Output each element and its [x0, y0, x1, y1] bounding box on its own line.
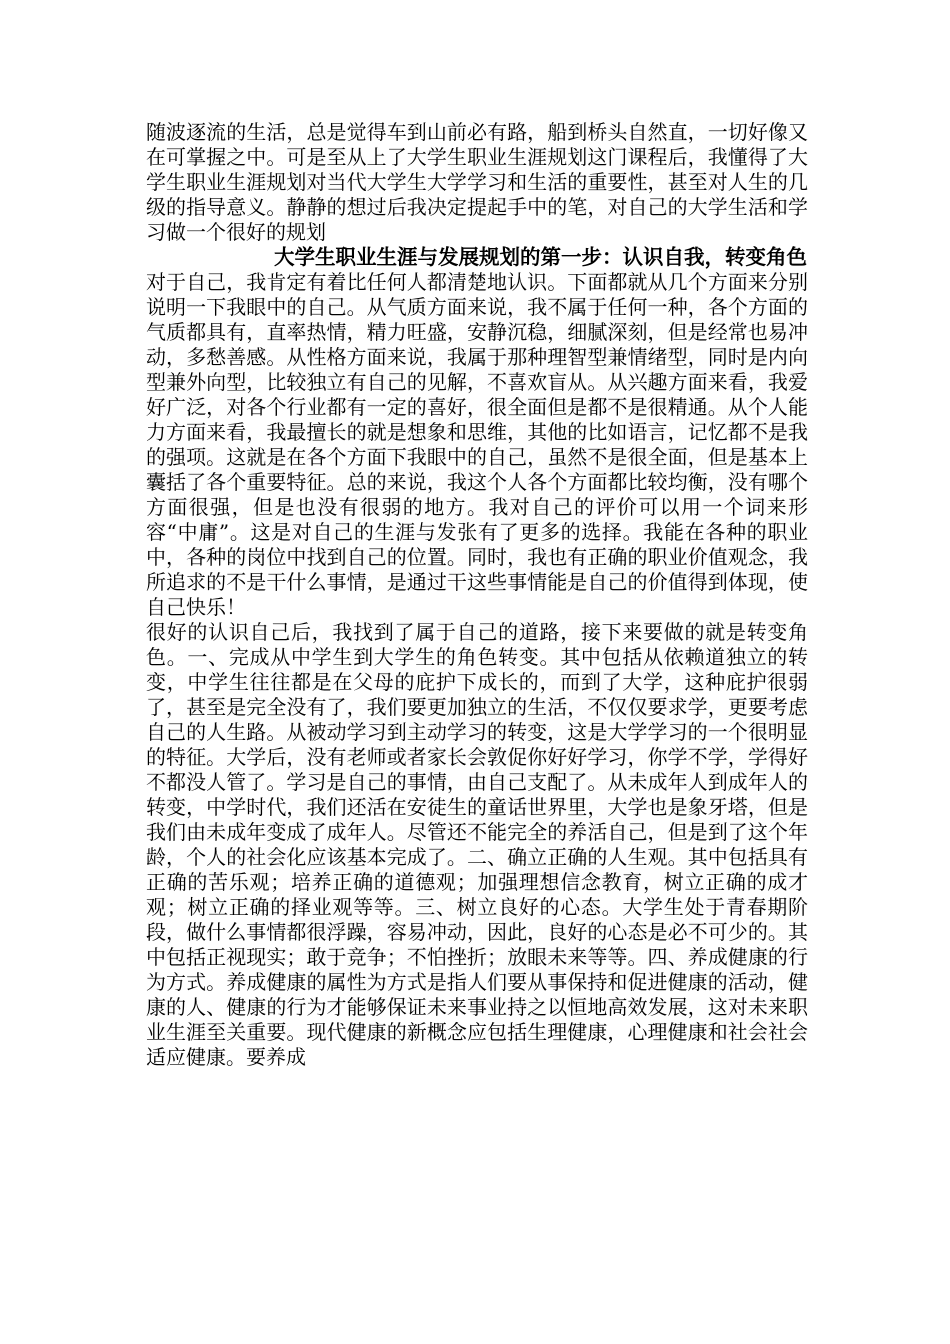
paragraph-role-change: 很好的认识自己后，我找到了属于自己的道路，接下来要做的就是转变角色。一、完成从中学生到大学生的角色转变。其中包括从依赖道独立的转变，中学生往往都是在父母的庇护下成长的，而到了大学，这种庇护很弱了，甚至是完全没有了，我们要更加独立的生活，不仅仅要求学，更要考虑自己的人生路。从被动学习到主动学习的转变，这是大学学习的一个很明显的特征。大学后，没有老师或者家长会敦促你好好学习，你学不学，学得好不都没人管了。学习是自己的事情，由自己支配了。从未成年人到成年人的转变，中学时代，我们还活在安徒生的童话世界里，大学也是象牙塔，但是我们由未成年变成了成年人。尽管还不能完全的养活自己，但是到了这个年龄，个人的社会化应该基本完成了。二、确立正确的人生观。其中包括具有正确的苦乐观；培养正确的道德观；加强理想信念教育，树立正确的成才观；树立正确的择业观等等。三、树立良好的心态。大学生处于青春期阶段，做什么事情都很浮躁，容易冲动，因此，良好的心态是必不可少的。其中包括正视现实；敢于竞争；不怕挫折；放眼未来等等。四、养成健康的行为方式。养成健康的属性为方式是指人们要从事保持和促进健康的活动，健康的人、健康的行为才能够保证未来事业持之以恒地高效发展，这对未来职业生涯至关重要。现代健康的新概念应包括生理健康，心理健康和社会社会适应健康。要养成: [146, 620, 808, 1069]
document-page: [146, 120, 808, 1070]
paragraph-intro: 随波逐流的生活，总是觉得车到山前必有路，船到桥头自然直，一切好像又在可掌握之中。可是至从上了大学生职业生涯规划这门课程后，我懂得了大学生职业生涯规划对当代大学生大学学习和生活的重要性，甚至对人生的几级的指导意义。静静的想过后我决定提起手中的笔，对自己的大学生活和学习做一个很好的规划: [146, 120, 808, 244]
section-heading: 大学生职业生涯与发展规划的第一步：认识自我，转变角色: [274, 245, 807, 269]
paragraph-self-awareness: 对于自己，我肯定有着比任何人都清楚地认识。下面都就从几个方面来分别说明一下我眼中的自己。从气质方面来说，我不属于任何一种，各个方面的气质都具有，直率热情，精力旺盛，安静沉稳，细腻深刻，但是经常也易冲动，多愁善感。从性格方面来说，我属于那种理智型兼情绪型，同时是内向型兼外向型，比较独立有自己的见解，不喜欢盲从。从兴趣方面来看，我爱好广泛，对各个行业都有一定的喜好，很全面但是都不是很精通。从个人能力方面来看，我最擅长的就是想象和思维，其他的比如语言，记忆都不是我的强项。这就是在各个方面下我眼中的自己，虽然不是很全面，但是基本上囊括了各个重要特征。总的来说，我这个人各个方面都比较均衡，没有哪个方面很强，但是也没有很弱的地方。我对自己的评价可以用一个词来形容“中庸”。这是对自己的生涯与发张有了更多的选择。我能在各种的职业中，各种的岗位中找到自己的位置。同时，我也有正确的职业价值观念，我所追求的不是干什么事情，是通过干这些事情能是自己的价值得到体现，使自己快乐！: [146, 270, 808, 619]
